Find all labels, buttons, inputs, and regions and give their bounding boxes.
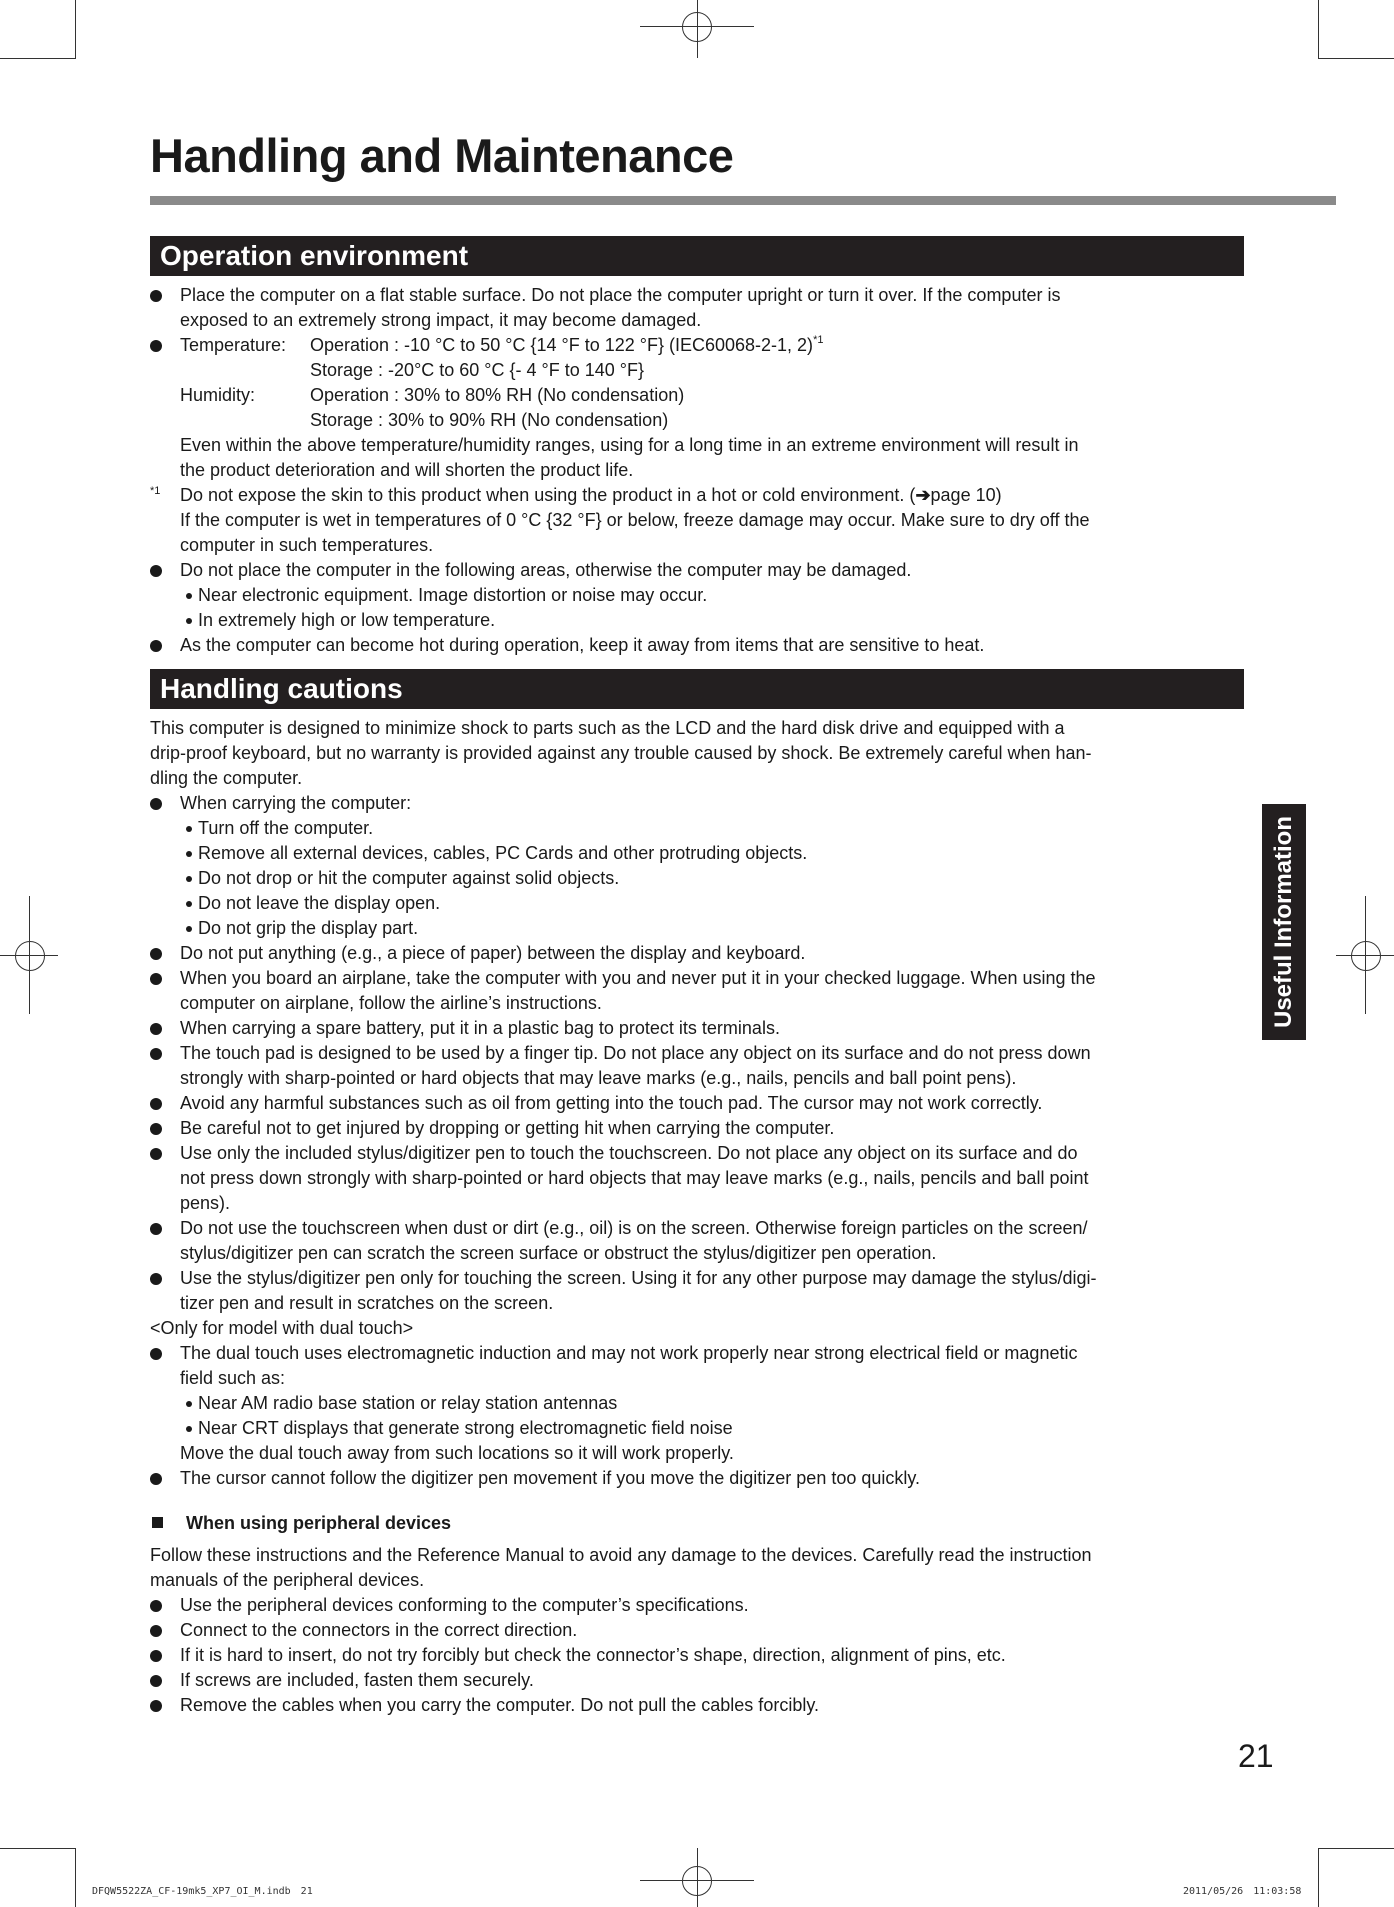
bullet-icon <box>150 1223 162 1235</box>
side-tab <box>1262 804 1306 1040</box>
temperature-storage: Storage : -20°C to 60 °C {- 4 °F to 140 °F} <box>310 360 644 380</box>
bullet-icon <box>150 290 162 302</box>
dual-touch-note: <Only for model with dual touch> <box>150 1318 414 1338</box>
environment-note: Even within the above temperature/humidity ranges, using for a long time in an extreme environment will result in the product deterioration and will shorten the product life. <box>180 435 1079 480</box>
bullet-icon <box>150 1273 162 1285</box>
page-reference-link[interactable]: page 10) <box>930 485 1002 505</box>
page-title: Handling and Maintenance <box>150 129 734 182</box>
sub-bullet-icon <box>186 901 192 907</box>
square-bullet-icon <box>152 1517 163 1528</box>
bullet-icon <box>150 1023 162 1035</box>
bullet-icon <box>150 640 162 652</box>
bullet-icon <box>150 1098 162 1110</box>
bullet-icon <box>150 1650 162 1662</box>
bullet-icon <box>150 1625 162 1637</box>
bullet-icon <box>150 1148 162 1160</box>
sub-bullet-icon <box>186 1401 192 1407</box>
sub-bullet-icon <box>186 876 192 882</box>
bullet-icon <box>150 1123 162 1135</box>
arrow-right-icon: ➔ <box>915 485 931 505</box>
humidity-operation: Operation : 30% to 80% RH (No condensation) <box>310 385 685 405</box>
bullet-icon <box>150 1473 162 1485</box>
bullet-icon <box>150 1700 162 1712</box>
humidity-label: Humidity: <box>180 385 256 405</box>
sub-bullet-icon <box>186 926 192 932</box>
temperature-label: Temperature: <box>180 335 287 355</box>
bullet-icon <box>150 948 162 960</box>
footnote-mark: *1 <box>150 485 161 497</box>
bullet-icon <box>150 340 162 352</box>
peripheral-intro: Follow these instructions and the Reference Manual to avoid any damage to the devices. Carefully read the instruction manuals of the peripheral devices. <box>150 1545 1092 1590</box>
sub-bullet-icon <box>186 826 192 832</box>
bullet-icon <box>150 1048 162 1060</box>
humidity-storage: Storage : 30% to 90% RH (No condensation) <box>310 410 669 430</box>
handling-intro: This computer is designed to minimize shock to parts such as the LCD and the hard disk drive and equipped with a drip-proof keyboard, but no warranty is provided against any trouble caused by shock. Be extremely careful when han- dling the computer. <box>150 718 1092 788</box>
bullet-icon <box>150 973 162 985</box>
sub-bullet-icon <box>186 618 192 624</box>
title-rule <box>150 196 1336 205</box>
section-heading-handling: Handling cautions <box>150 669 1244 709</box>
bullet-icon <box>150 1600 162 1612</box>
section-heading-operation: Operation environment <box>150 236 1244 276</box>
bullet-icon <box>150 565 162 577</box>
bullet-icon <box>150 1675 162 1687</box>
footer-file-info: DFQW5522ZA_CF-19mk5_XP7_OI_M.indb 21 <box>92 1886 313 1897</box>
bullet-icon <box>150 798 162 810</box>
side-tab-label: Useful Information <box>1270 815 1297 1029</box>
bullet-icon <box>150 1348 162 1360</box>
temperature-operation: Operation : -10 °C to 50 °C {14 °F to 122 °F} (IEC60068-2-1, 2)$^{*1}$ <box>310 334 824 355</box>
sub-bullet-icon <box>186 593 192 599</box>
footer-timestamp: 2011/05/26 11:03:58 <box>1183 1886 1302 1897</box>
page-number: 21 <box>1238 1738 1274 1774</box>
sub-bullet-icon <box>186 1426 192 1432</box>
sub-bullet-icon <box>186 851 192 857</box>
